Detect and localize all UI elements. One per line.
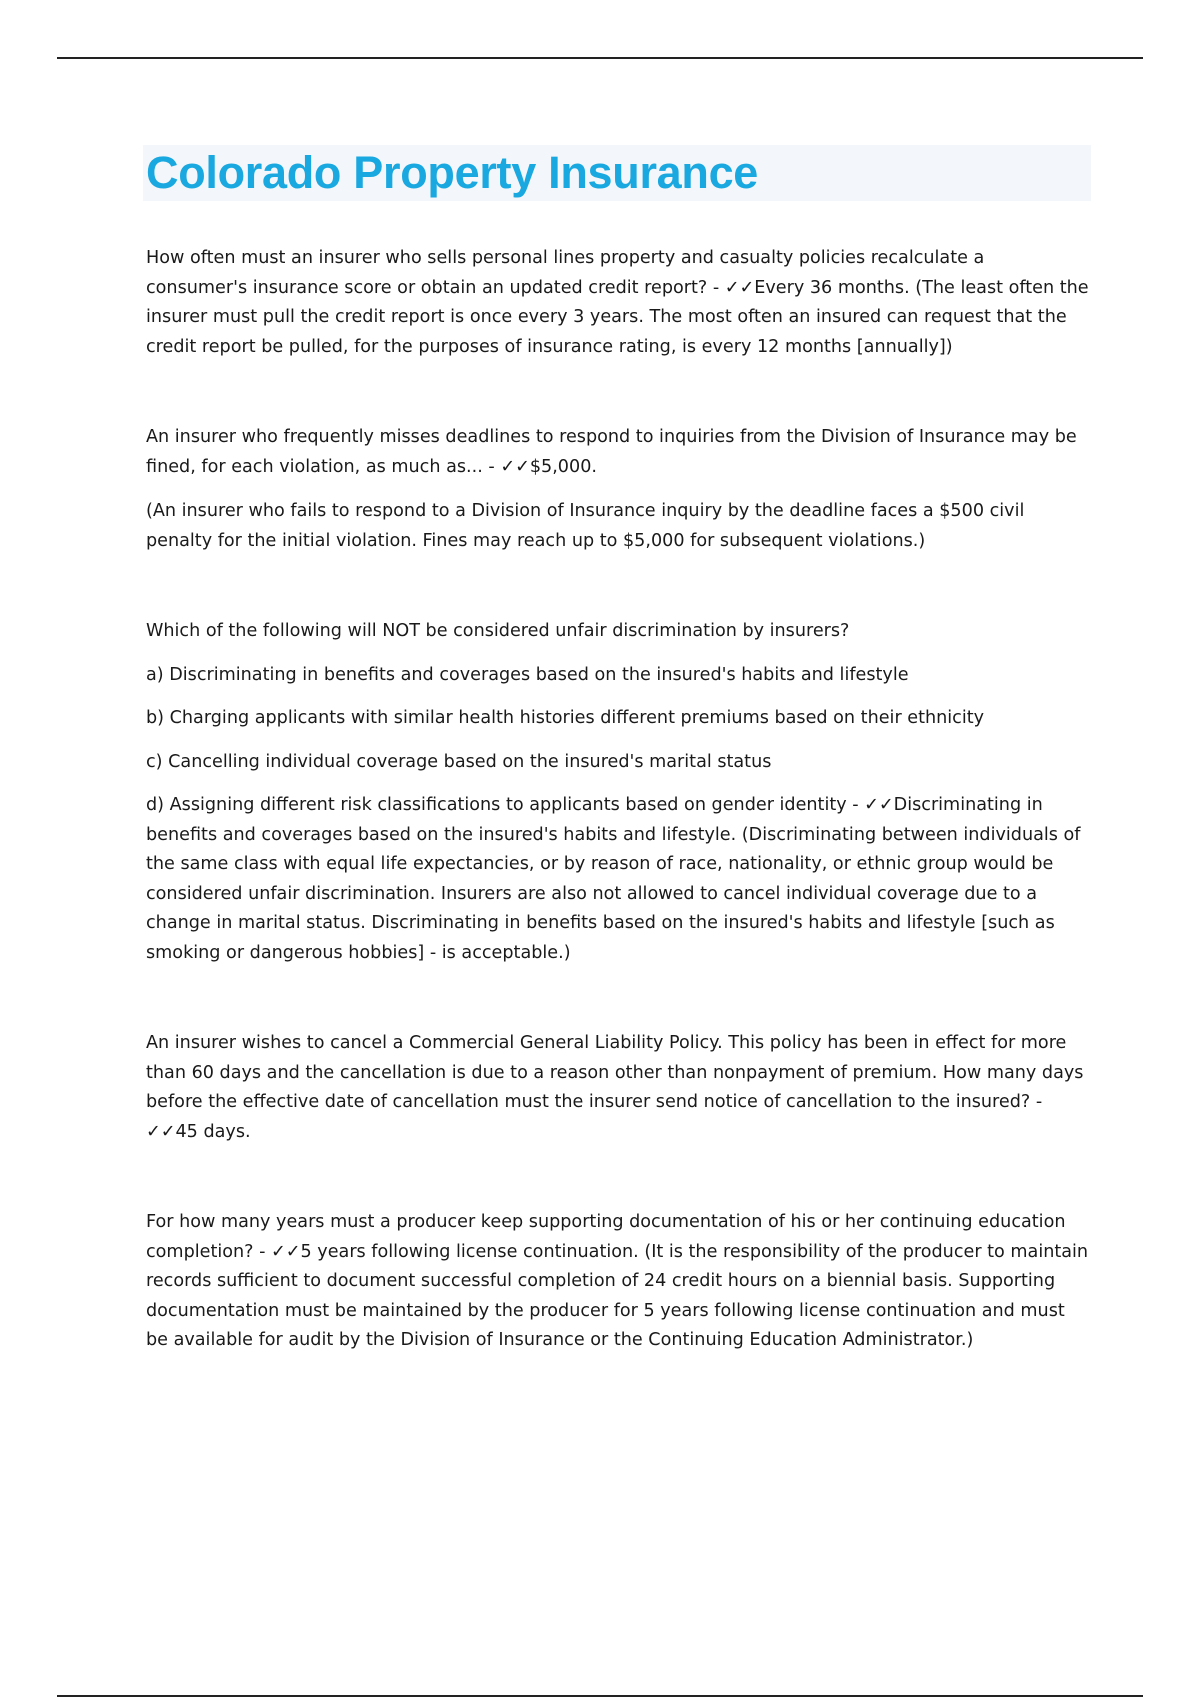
question-block <box>146 617 1090 968</box>
bottom-rule <box>57 1695 1143 1697</box>
question-text: Which of the following will NOT be considered unfair discrimination by insurers? <box>146 621 850 641</box>
option-b: b) Charging applicants with similar health histories different premiums based on their ethnicity <box>146 708 985 728</box>
question-text: For how many years must a producer keep supporting documentation of his or her continuing education completion? - ✓✓5 years following license continuation. (It is the responsibility of the producer to maintain records sufficient to document successful completion of 24 credit hours on a biennial basis. Supporting documentation must be maintained by the producer for 5 years following license continuation and must be available for audit by the Division of Insurance or the Continuing Education Administrator.) <box>146 1212 1089 1350</box>
explanation-text: (An insurer who fails to respond to a Division of Insurance inquiry by the deadline faces a $500 civil penalty for the initial violation. Fines may reach up to $5,000 for subsequent violations.) <box>146 501 1025 551</box>
option-a: a) Discriminating in benefits and coverages based on the insured's habits and lifestyle <box>146 664 909 685</box>
question-block <box>146 244 1090 362</box>
question-block <box>146 1029 1090 1147</box>
page-title: Colorado Property Insurance <box>146 147 759 198</box>
question-block <box>146 1208 1090 1356</box>
question-text: An insurer who frequently misses deadlines to respond to inquiries from the Division of Insurance may be fined, for each violation, as much as... - ✓✓$5,000. <box>146 427 1077 477</box>
top-rule <box>57 57 1143 59</box>
document-body <box>146 244 1090 1356</box>
question-text: An insurer wishes to cancel a Commercial General Liability Policy. This policy has been in effect for more than 60 days and the cancellation is due to a reason other than nonpayment of premium. How many days before the effective date of cancellation must the insurer send notice of cancellation to the insured? - ✓✓45 days. <box>146 1033 1084 1142</box>
question-text: How often must an insurer who sells personal lines property and casualty policies recalculate a consumer's insurance score or obtain an updated credit report? - ✓✓Every 36 months. (The least often the insurer must pull the credit report is once every 3 years. The most often an insured can request that the credit report be pulled, for the purposes of insurance rating, is every 12 months [annually]) <box>146 248 1089 357</box>
question-block <box>146 423 1090 556</box>
option-c: c) Cancelling individual coverage based on the insured's marital status <box>146 751 772 772</box>
option-d-with-answer: d) Assigning different risk classifications to applicants based on gender identity - ✓✓Discriminating in benefits and coverages based on the insured's habits and lifestyle. (Discriminating between individuals of the same class with equal life expectancies, or by reason of race, nationality, or ethnic group would be considered unfair discrimination. Insurers are also not allowed to cancel individual coverage due to a change in marital status. Discriminating in benefits based on the insured's habits and lifestyle [such as smoking or dangerous hobbies] - is acceptable.) <box>146 795 1081 963</box>
